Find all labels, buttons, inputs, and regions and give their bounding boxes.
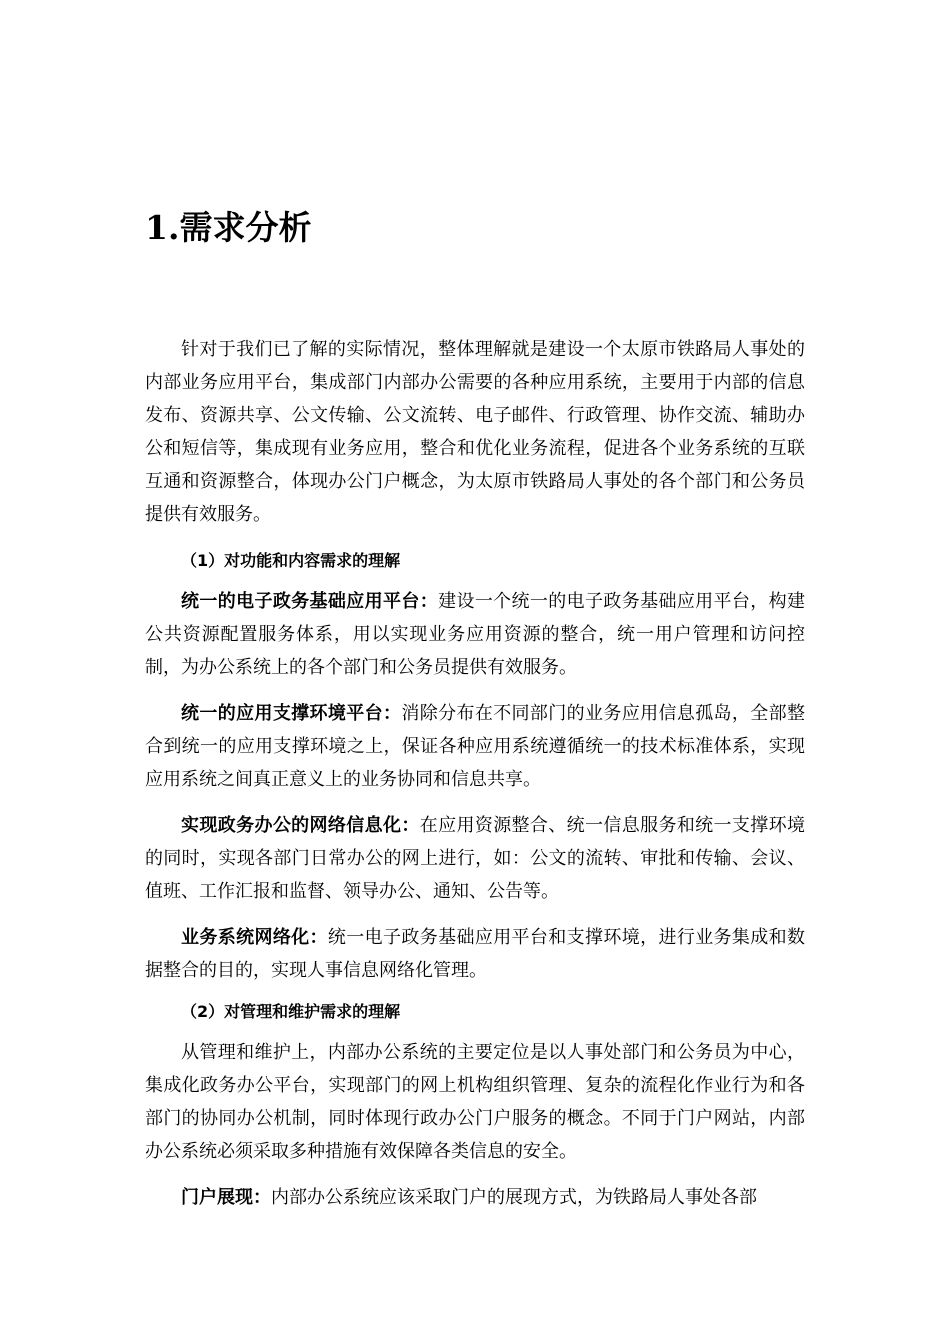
paragraph-lead: 实现政务办公的网络信息化： (181, 815, 420, 836)
paragraph-management-intro: 从管理和维护上，内部办公系统的主要定位是以人事处部门和公务员为中心，集成化政务办公平台，实现部门的网上机构组织管理、复杂的流程化作业行为和各部门的协同办公机制，同时体现行政办公门户服务的概念。不同于门户网站，内部办公系统必须采取多种措施有效保障各类信息的安全。 (145, 1042, 805, 1162)
paragraph-unified-platform (145, 585, 805, 684)
subheading-function-content: （1）对功能和内容需求的理解 (181, 551, 401, 570)
paragraph-text: 在应用资源整合、统一信息服务和统一支撑环境的同时，实现各部门日常办公的网上进行，如：公文的流转、审批和传输、会议、值班、工作汇报和监督、领导办公、通知、公告等。 (145, 815, 806, 902)
paragraph-text: 统一电子政务基础应用平台和支撑环境，进行业务集成和数据整合的目的，实现人事信息网络化管理。 (145, 927, 806, 981)
paragraph-lead: 业务系统网络化： (181, 927, 328, 948)
intro-paragraph: 针对于我们已了解的实际情况，整体理解就是建设一个太原市铁路局人事处的内部业务应用平台，集成部门内部办公需要的各种应用系统，主要用于内部的信息发布、资源共享、公文传输、公文流转、电子邮件、行政管理、协作交流、辅助办公和短信等，集成现有业务应用，整合和优化业务流程，促进各个业务系统的互联互通和资源整合，体现办公门户概念，为太原市铁路局人事处的各个部门和公务员提供有效服务。 (145, 339, 805, 525)
paragraph-business-network (145, 921, 805, 987)
body-text (145, 333, 805, 1227)
paragraph-text: 建设一个统一的电子政务基础应用平台，构建公共资源配置服务体系，用以实现业务应用资源的整合，统一用户管理和访问控制，为办公系统上的各个部门和公务员提供有效服务。 (145, 591, 806, 678)
subheading-management-maintenance: （2）对管理和维护需求的理解 (181, 1002, 401, 1021)
paragraph-text: 内部办公系统应该采取门户的展现方式，为铁路局人事处各部 (271, 1187, 757, 1208)
paragraph-lead: 统一的应用支撑环境平台： (181, 703, 402, 724)
section-heading: 1.需求分析 (145, 208, 312, 247)
paragraph-portal-display (145, 1181, 805, 1214)
paragraph-lead: 统一的电子政务基础应用平台： (181, 591, 439, 612)
paragraph-network-office (145, 809, 805, 908)
paragraph-text: 消除分布在不同部门的业务应用信息孤岛，全部整合到统一的应用支撑环境之上，保证各种应用系统遵循统一的技术标准体系，实现应用系统之间真正意义上的业务协同和信息共享。 (145, 703, 806, 790)
paragraph-lead: 门户展现： (181, 1187, 271, 1208)
paragraph-support-environment (145, 697, 805, 796)
